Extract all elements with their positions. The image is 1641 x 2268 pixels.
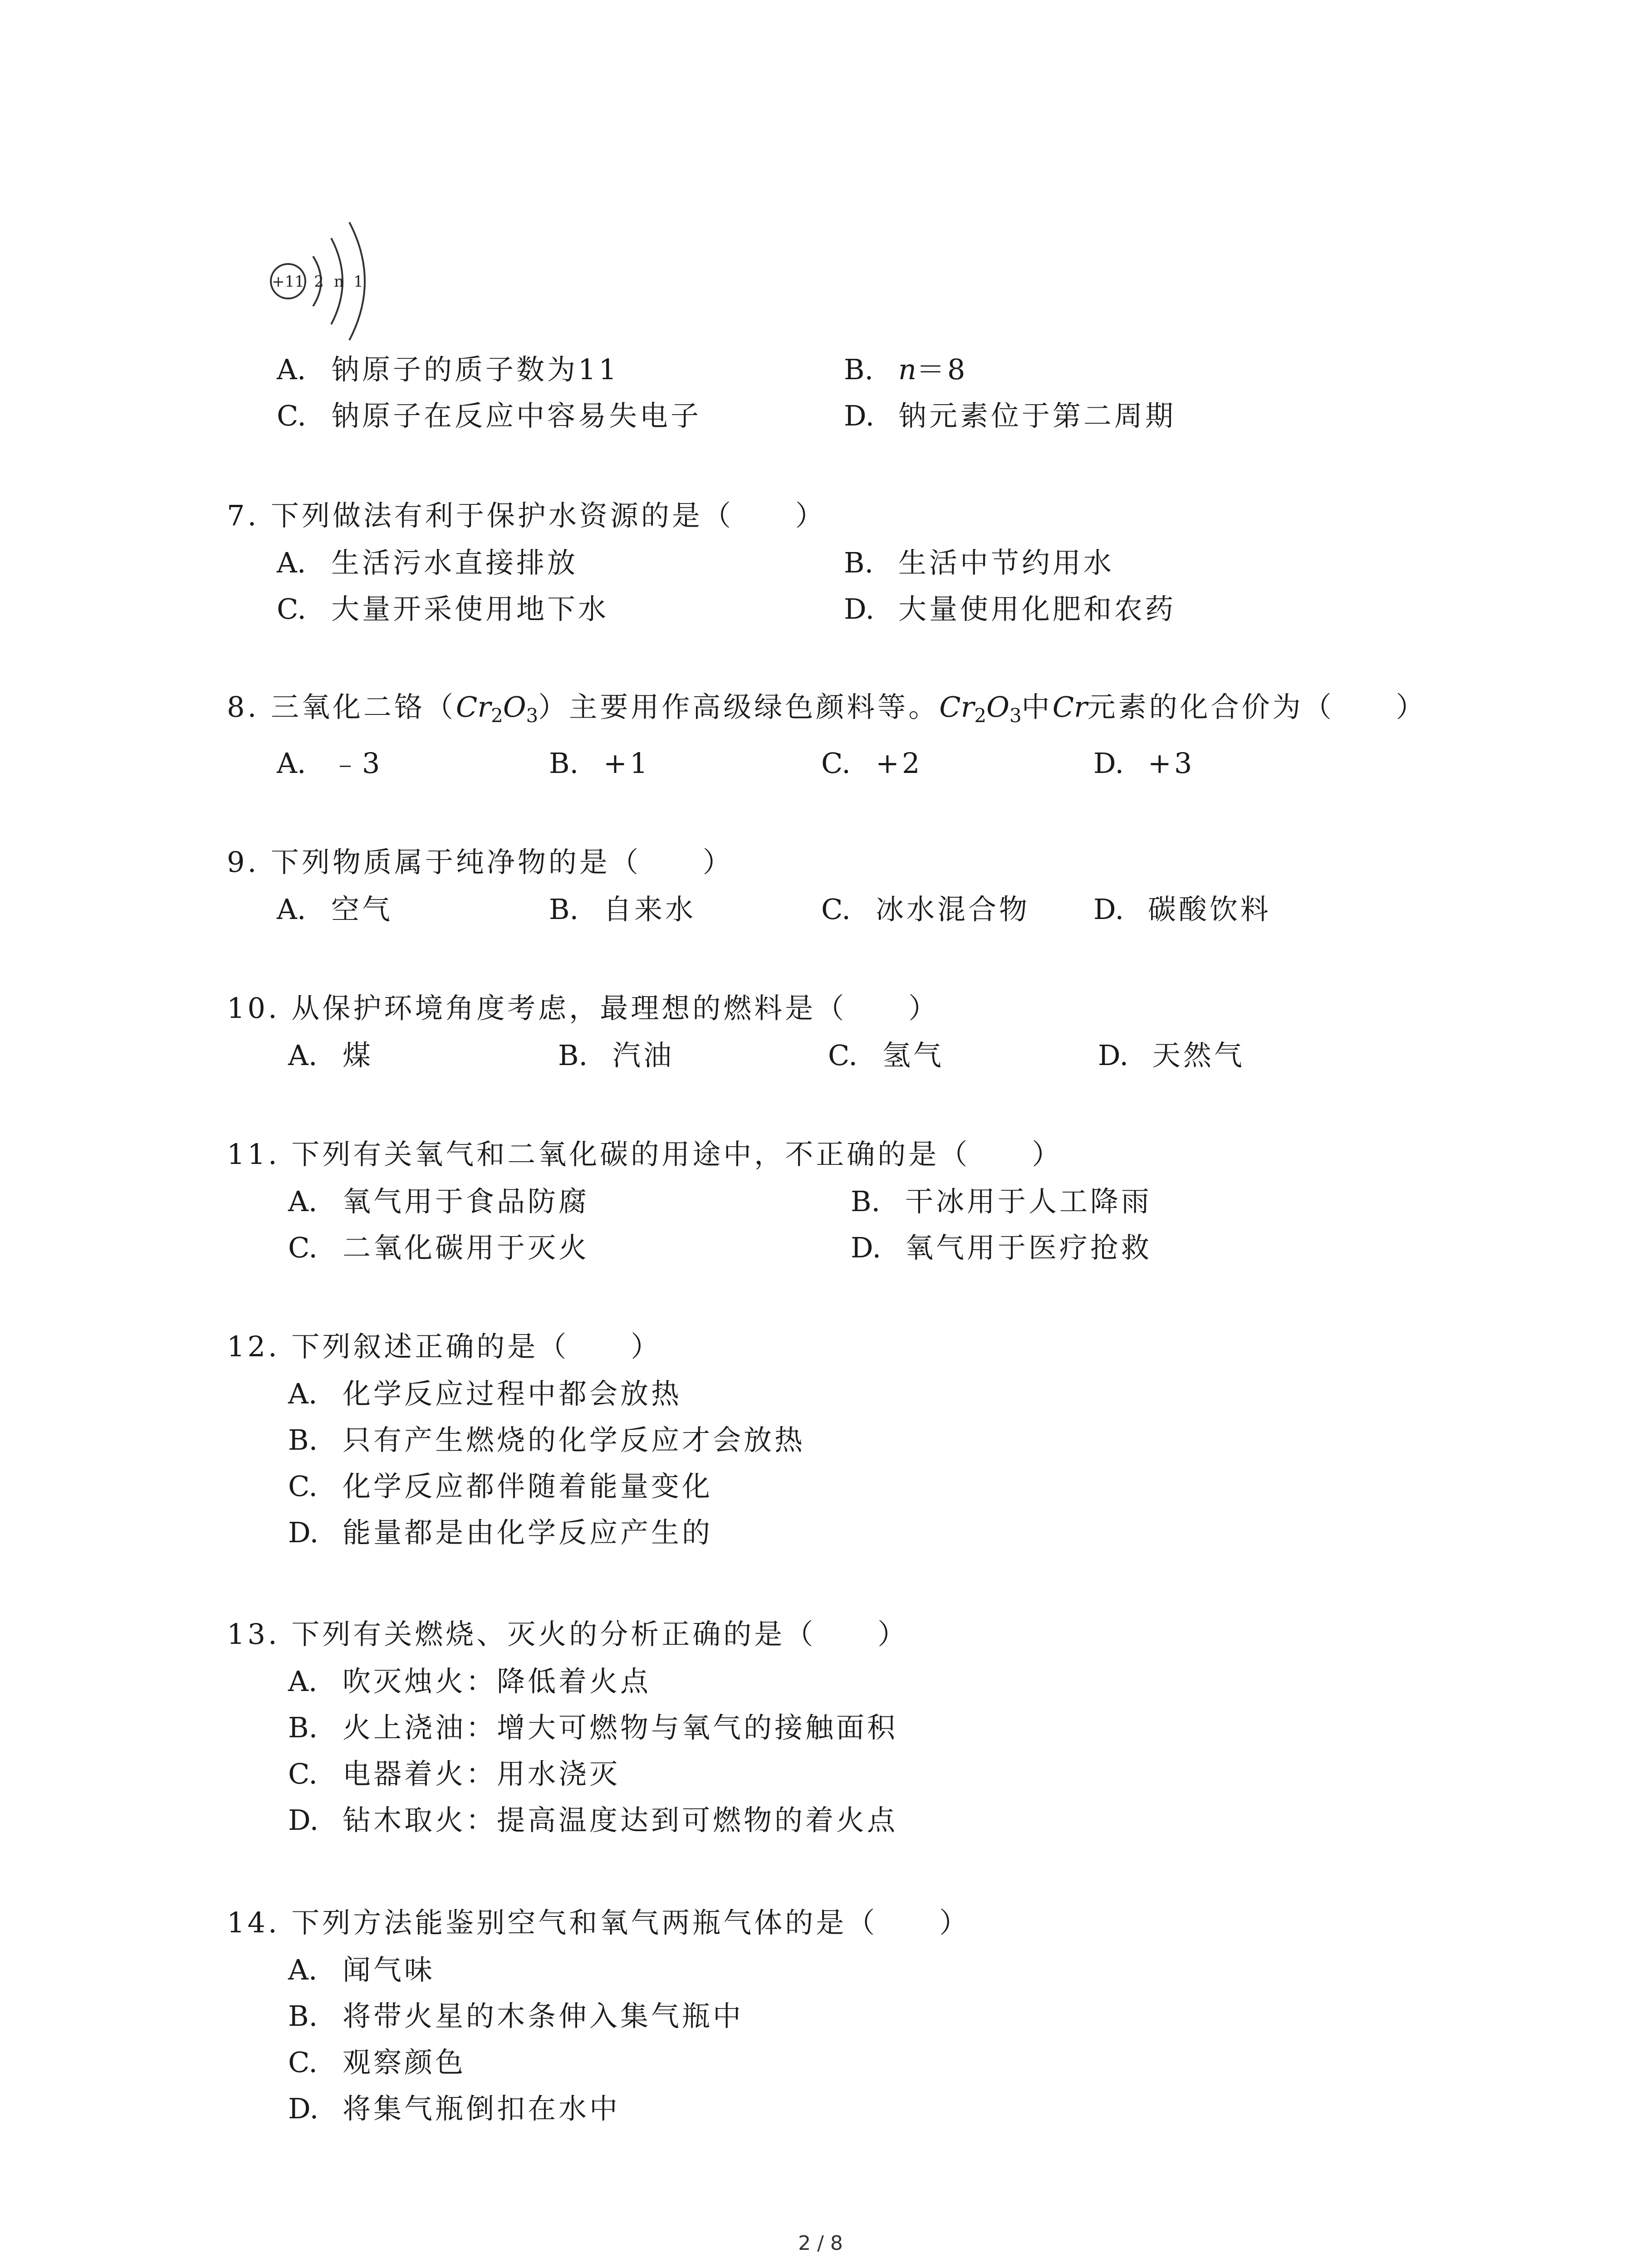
option-text: 汽油	[612, 1039, 675, 1072]
option-label: C.	[821, 747, 851, 780]
question-9-stem: 9. 下列物质属于纯净物的是（ ）	[227, 846, 734, 879]
stem-text: 中	[1021, 690, 1053, 723]
option-label: A.	[277, 893, 306, 926]
option-label: A.	[277, 353, 306, 386]
option-label: C.	[828, 1039, 857, 1072]
option-label: C.	[288, 1757, 318, 1790]
q8-option-b	[549, 747, 651, 780]
option-text: 观察颜色	[343, 2046, 466, 2079]
shell-electrons-2: n	[334, 273, 344, 291]
formula-cr: Cr	[939, 690, 975, 723]
option-text: 天然气	[1152, 1039, 1245, 1072]
q7-option-c	[277, 592, 609, 626]
question-12-stem: 12. 下列叙述正确的是（ ）	[227, 1330, 662, 1363]
option-label: B.	[288, 1711, 318, 1744]
option-text: 干冰用于人工降雨	[905, 1185, 1152, 1218]
q12-option-c	[288, 1472, 713, 1501]
option-label: D.	[1098, 1039, 1129, 1072]
option-text: ﹣3	[331, 747, 383, 780]
option-label: D.	[844, 399, 875, 432]
question-10-stem: 10. 从保护环境角度考虑，最理想的燃料是（ ）	[227, 992, 940, 1025]
option-text: 氢气	[882, 1039, 945, 1072]
option-text: 钠原子在反应中容易失电子	[331, 399, 702, 432]
q12-option-a	[288, 1377, 682, 1410]
option-text: 冰水混合物	[876, 893, 1030, 926]
option-text: 碳酸饮料	[1148, 893, 1272, 926]
page-number: 2 / 8	[798, 2232, 843, 2255]
nucleus-charge: +11	[272, 273, 304, 291]
option-label: B.	[549, 893, 579, 926]
q12-option-d	[288, 1516, 713, 1549]
option-label: B.	[288, 1423, 318, 1457]
q6-option-b	[844, 353, 968, 386]
option-text: 将带火星的木条伸入集气瓶中	[343, 1999, 744, 2033]
q9-option-d	[1093, 895, 1271, 924]
formula-subscript: 2	[974, 704, 987, 727]
option-label: D.	[1093, 893, 1124, 926]
option-label: B.	[844, 546, 874, 579]
option-text: 火上浇油：增大可燃物与氧气的接触面积	[343, 1711, 898, 1744]
formula-subscript: 3	[1009, 704, 1022, 727]
q7-option-b	[844, 546, 1115, 579]
option-label: C.	[288, 2046, 318, 2079]
formula-subscript: 2	[490, 704, 503, 727]
option-label: B.	[844, 353, 874, 386]
option-label: C.	[277, 399, 306, 432]
q11-option-a	[288, 1185, 590, 1218]
stem-text: ）主要用作高级绿色颜料等。	[538, 690, 940, 723]
q13-option-c	[288, 1757, 621, 1790]
q9-option-c	[821, 895, 1030, 924]
option-text: 煤	[343, 1039, 374, 1072]
formula-subscript: 3	[526, 704, 539, 727]
option-label: D.	[288, 1516, 319, 1549]
option-text: 氧气用于医疗抢救	[905, 1231, 1152, 1264]
q6-option-c	[277, 399, 702, 432]
option-label: A.	[277, 546, 306, 579]
q6-option-a	[277, 353, 619, 386]
q10-option-c	[828, 1041, 944, 1070]
q12-option-b	[288, 1423, 806, 1457]
q7-option-a	[277, 546, 578, 579]
q11-option-c	[288, 1231, 590, 1264]
option-text: 只有产生燃烧的化学反应才会放热	[343, 1423, 806, 1457]
q7-option-d	[844, 592, 1176, 626]
option-text: 钠元素位于第二周期	[898, 399, 1176, 432]
option-label: A.	[288, 1953, 318, 1986]
option-label: B.	[288, 1999, 318, 2033]
q8-option-d	[1093, 747, 1195, 780]
stem-text: 元素的化合价为（ ）	[1087, 690, 1427, 723]
q14-option-a	[288, 1953, 436, 1986]
option-text: 闻气味	[343, 1953, 436, 1986]
option-text: 钠原子的质子数为11	[331, 353, 619, 386]
option-label: A.	[288, 1185, 318, 1218]
formula-cr: Cr	[456, 690, 491, 723]
question-7-stem: 7. 下列做法有利于保护水资源的是（ ）	[227, 499, 826, 532]
formula-o: O	[503, 690, 526, 723]
option-label: B.	[549, 747, 579, 780]
option-label: D.	[288, 1804, 319, 1837]
question-13-stem: 13. 下列有关燃烧、灭火的分析正确的是（ ）	[227, 1618, 909, 1651]
option-label: D.	[288, 2092, 319, 2125]
q13-option-a	[288, 1667, 651, 1696]
option-label: C.	[277, 592, 306, 626]
q9-option-b	[549, 895, 696, 924]
stem-text: 8. 三氧化二铬（	[227, 690, 456, 723]
option-label: A.	[288, 1377, 318, 1410]
option-text: 吹灭烛火：降低着火点	[343, 1665, 652, 1698]
option-label: A.	[288, 1665, 318, 1698]
q13-option-b	[288, 1711, 898, 1744]
option-text: 化学反应都伴随着能量变化	[343, 1470, 713, 1503]
option-label: B.	[851, 1185, 881, 1218]
option-text: 电器着火：用水浇灭	[343, 1757, 621, 1790]
option-label: C.	[821, 893, 851, 926]
option-label: C.	[288, 1231, 318, 1264]
option-label: C.	[288, 1470, 318, 1503]
q8-option-a	[277, 747, 383, 780]
option-text: +1	[603, 747, 651, 780]
q14-option-d	[288, 2092, 621, 2125]
atom-structure-diagram	[263, 213, 381, 349]
option-text: 二氧化碳用于灭火	[343, 1231, 590, 1264]
option-text: 自来水	[603, 893, 696, 926]
q11-option-d	[851, 1231, 1152, 1264]
option-text: 钻木取火：提高温度达到可燃物的着火点	[343, 1804, 898, 1837]
q13-option-d	[288, 1804, 898, 1837]
q14-option-b	[288, 1999, 744, 2033]
q11-option-b	[851, 1185, 1152, 1218]
q10-option-b	[558, 1041, 674, 1070]
option-text: 生活中节约用水	[898, 546, 1115, 579]
formula-cr: Cr	[1052, 690, 1087, 723]
option-text: 空气	[331, 893, 393, 926]
option-text: 氧气用于食品防腐	[343, 1185, 590, 1218]
option-text: 大量使用化肥和农药	[898, 592, 1176, 626]
shell-electrons-3: 1	[353, 273, 363, 291]
q10-option-d	[1098, 1041, 1245, 1070]
option-label: D.	[851, 1231, 882, 1264]
shell-electrons-1: 2	[314, 273, 324, 291]
option-label: A.	[288, 1039, 318, 1072]
variable-n: n	[898, 353, 916, 386]
q6-option-d	[844, 399, 1176, 432]
option-text: 大量开采使用地下水	[331, 592, 609, 626]
option-text: ＝8	[916, 353, 968, 386]
option-text: 能量都是由化学反应产生的	[343, 1516, 713, 1549]
option-text: 化学反应过程中都会放热	[343, 1377, 682, 1410]
formula-o: O	[986, 690, 1009, 723]
q8-option-c	[821, 747, 923, 780]
option-text: +2	[876, 747, 923, 780]
option-text: 将集气瓶倒扣在水中	[343, 2092, 621, 2125]
option-label: D.	[844, 592, 875, 626]
option-text: +3	[1148, 747, 1195, 780]
option-label: A.	[277, 747, 306, 780]
option-label: D.	[1093, 747, 1124, 780]
question-14-stem: 14. 下列方法能鉴别空气和氧气两瓶气体的是（ ）	[227, 1906, 970, 1939]
q10-option-a	[288, 1041, 373, 1070]
question-11-stem: 11. 下列有关氧气和二氧化碳的用途中，不正确的是（ ）	[227, 1138, 1063, 1171]
question-8-stem	[227, 690, 1427, 727]
q9-option-a	[277, 895, 393, 924]
q14-option-c	[288, 2048, 466, 2077]
option-label: B.	[558, 1039, 588, 1072]
option-text: 生活污水直接排放	[331, 546, 578, 579]
